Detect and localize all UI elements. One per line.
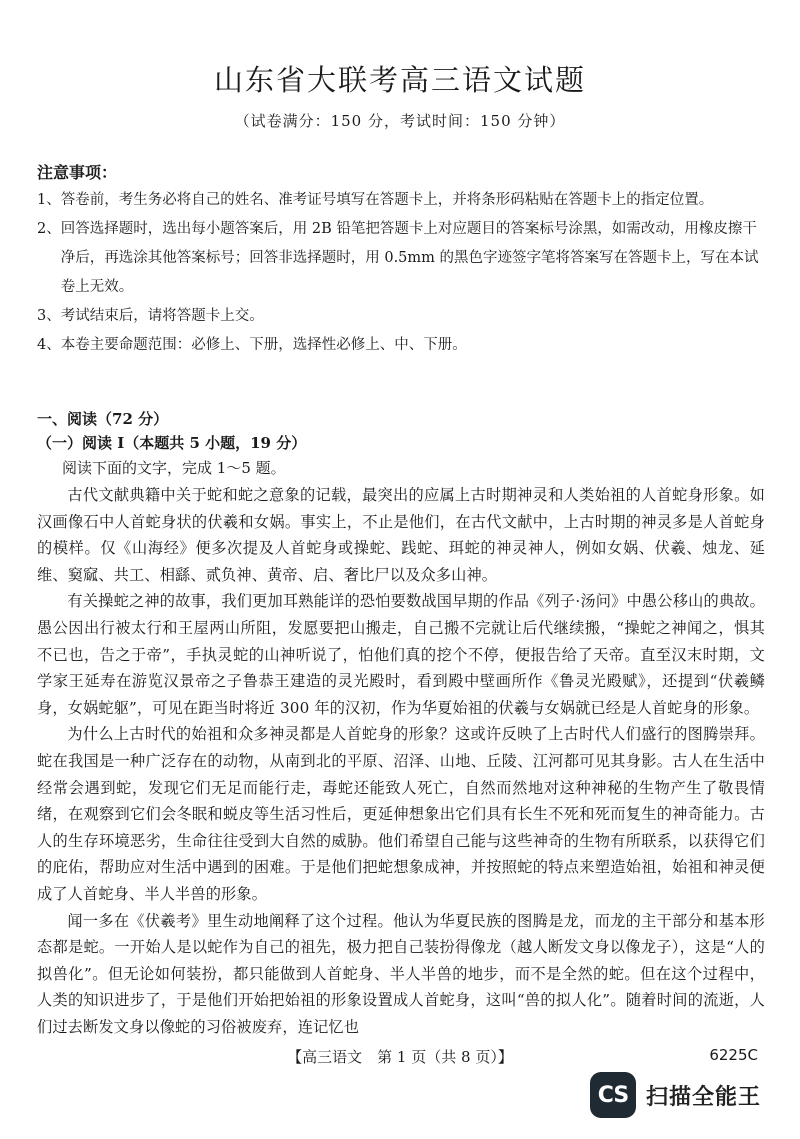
note-item	[37, 302, 767, 331]
note-item	[37, 215, 767, 302]
passage-paragraph: 为什么上古时代的始祖和众多神灵都是人首蛇身的形象？这或许反映了上古时代人们盛行的图腾崇拜。蛇在我国是一种广泛存在的动物，从南到北的平原、沼泽、山地、丘陵、江河都可见其身影。古人在生活中经常会遇到蛇，发现它们无足而能行走，毒蛇还能致人死亡，自然而然地对这种神秘的生物产生了敬畏情绪，在观察到它们会冬眠和蜕皮等生活习性后，更延伸想象出它们具有长生不死和死而复生的神奇能力。古人的生存环境恶劣，生命往往受到大自然的威胁。他们希望自己能与这些神奇的生物有所联系，以获得它们的庇佑，帮助应对生活中遇到的困难。于是他们把蛇想象成神，并按照蛇的特点来塑造始祖，始祖和神灵便成了人首蛇身、半人半兽的形象。	[37, 725, 765, 903]
sub-section-heading: （一）阅读 I（本题共 5 小题，19 分）	[37, 434, 307, 452]
note-number: 2、	[37, 221, 61, 237]
passage-paragraph: 有关操蛇之神的故事，我们更加耳熟能详的恐怕要数战国早期的作品《列子·汤问》中愚公移山的典故。愚公因出行被太行和王屋两山所阻，发愿要把山搬走，自己搬不完就让后代继续搬，“操蛇之神闻之，惧其不已也，告之于帝”，手执灵蛇的山神听说了，怕他们真的挖个不停，便报告给了天帝。直至汉末时期，文学家王延寿在游览汉景帝之子鲁恭王建造的灵光殿时，看到殿中壁画所作《鲁灵光殿赋》，还提到“伏羲鳞身，女娲蛇躯”，可见在距当时将近 300 年的汉初，作为华夏始祖的伏羲与女娲就已经是人首蛇身的形象。	[37, 592, 765, 717]
camscanner-logo-icon: CS	[590, 1072, 636, 1118]
note-text: 考试结束后，请将答题卡上交。	[60, 308, 264, 324]
passage-paragraph: 闻一多在《伏羲考》里生动地阐释了这个过程。他认为华夏民族的图腾是龙，而龙的主干部分和基本形态都是蛇。一开始人是以蛇作为自己的祖先，极力把自己装扮得像龙（越人断发文身以像龙子），这是“人的拟兽化”。但无论如何装扮，都只能做到人首蛇身、半人半兽的地步，而不是全然的蛇。但在这个过程中，人类的知识进步了，于是他们开始把始祖的形象设置成人首蛇身，这叫“兽的拟人化”。随着时间的流逝，人们过去断发文身以像蛇的习俗被废弃，连记忆也	[37, 911, 765, 1036]
notes-list	[37, 186, 767, 360]
reading-passage	[37, 482, 765, 1040]
reading-instruction: 阅读下面的文字，完成 1～5 题。	[62, 459, 286, 477]
section-heading: 一、阅读（72 分）	[37, 410, 169, 428]
passage-paragraph: 古代文献典籍中关于蛇和蛇之意象的记载，最突出的应属上古时期神灵和人类始祖的人首蛇身形象。如汉画像石中人首蛇身状的伏羲和女娲。事实上，不止是他们，在古代文献中，上古时期的神灵多是人首蛇身的模样。仅《山海经》便多次提及人首蛇身或操蛇、践蛇、珥蛇的神灵神人，例如女娲、伏羲、烛龙、延维、窫窳、共工、相繇、贰负神、黄帝、启、奢比尸以及众多山神。	[37, 486, 765, 584]
note-number: 4、	[37, 337, 61, 353]
page-title: 山东省大联考高三语文试题	[213, 63, 586, 97]
watermark-app-name: 扫描全能王	[646, 1084, 762, 1110]
note-item	[37, 331, 767, 360]
note-item	[37, 186, 767, 215]
page-footer: 【高三语文 第 1 页（共 8 页）】	[287, 1048, 513, 1066]
exam-info: （试卷满分：150 分，考试时间：150 分钟）	[234, 112, 566, 130]
notes-heading: 注意事项：	[37, 163, 118, 182]
scanner-watermark	[590, 1072, 761, 1118]
note-number: 1、	[37, 192, 61, 208]
note-text: 本卷主要命题范围：必修上、下册，选择性必修上、中、下册。	[60, 337, 467, 353]
note-number: 3、	[37, 308, 61, 324]
note-text: 回答选择题时，选出每小题答案后，用 2B 铅笔把答题卡上对应题目的答案标号涂黑，如需改动，用橡皮擦干净后，再选涂其他答案标号；回答非选择题时，用 0.5mm 的黑色字迹签字笔将答案写在答题卡上，写在本试卷上无效。	[60, 221, 759, 295]
exam-code: 6225C	[709, 1046, 758, 1064]
note-text: 答卷前，考生务必将自己的姓名、准考证号填写在答题卡上，并将条形码粘贴在答题卡上的指定位置。	[60, 192, 714, 208]
